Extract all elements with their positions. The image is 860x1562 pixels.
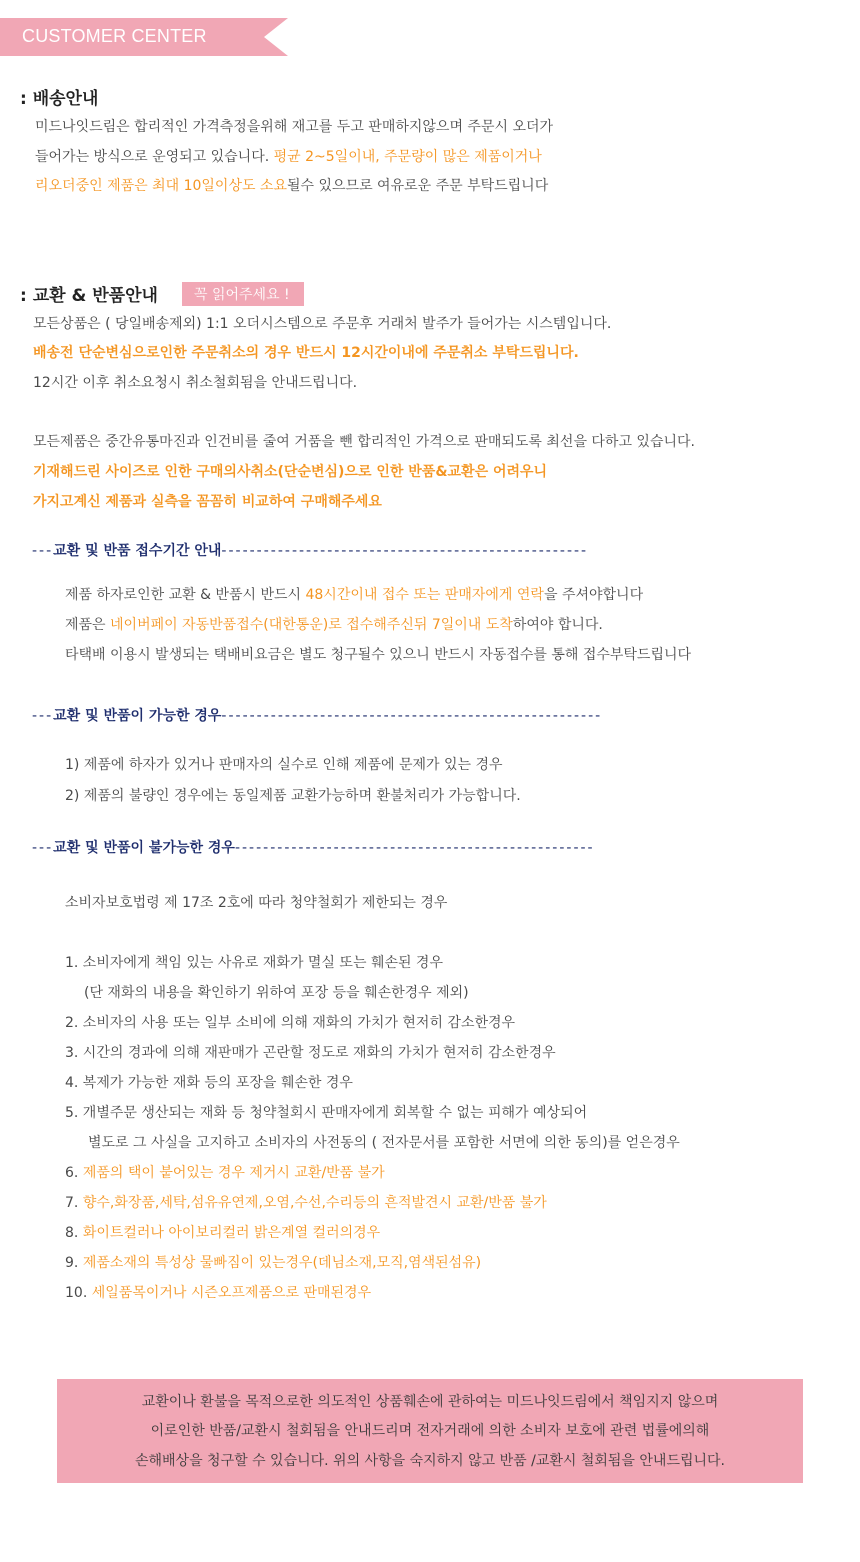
- item-text: 세일품목이거나 시즌오프제품으로 판매된경우: [91, 1285, 372, 1301]
- period-line-2-highlight: 네이버페이 자동반품접수(대한통운)로 접수해주신뒤 7일이내 도착: [110, 617, 513, 633]
- customer-center-banner: [0, 18, 288, 56]
- shipping-line-3-highlight: 리오더중인 제품은 최대 10일이상도 소요: [35, 178, 287, 194]
- impossible-item-3: 3. 시간의 경과에 의해 재판매가 곤란할 정도로 재화의 가치가 현저히 감소한경우: [65, 1045, 556, 1061]
- item-number: 9.: [65, 1255, 83, 1271]
- impossible-item-1-note: (단 재화의 내용을 확인하기 위하여 포장 등을 훼손한경우 제외): [84, 985, 469, 1001]
- heading-dash-right: ------------------------------------------------------: [221, 708, 603, 724]
- period-line-1-highlight: 48시간이내 접수 또는 판매자에게 연락: [305, 587, 544, 603]
- heading-dash-left: ---: [32, 543, 54, 559]
- item-text: 제품소재의 특성상 물빠짐이 있는경우(데님소재,모직,염색된섬유): [82, 1255, 482, 1271]
- shipping-line-2-highlight: 평균 2~5일이내, 주문량이 많은 제품이거나: [273, 149, 542, 165]
- exchange-p1-line-2: 배송전 단순변심으로인한 주문취소의 경우 반드시 12시간이내에 주문취소 부탁드립니다.: [33, 345, 579, 361]
- item-number: 10.: [65, 1285, 92, 1301]
- item-number: 7.: [65, 1195, 83, 1211]
- impossible-item-5-cont: 별도로 그 사실을 고지하고 소비자의 사전동의 ( 전자문서를 포함한 서면에 의한 동의)를 얻은경우: [88, 1135, 680, 1151]
- impossible-item-1: 1. 소비자에게 책임 있는 사유로 재화가 멸실 또는 훼손된 경우: [65, 955, 443, 971]
- item-text: 향수,화장품,세탁,섬유유연제,오염,수선,수리등의 흔적발견시 교환/반품 불가: [82, 1195, 547, 1211]
- shipping-line-1: 미드나잇드림은 합리적인 가격측정을위해 재고를 두고 판매하지않으며 주문시 오더가: [35, 119, 554, 135]
- impossible-heading-row: [32, 837, 595, 857]
- impossible-heading: 교환 및 반품이 불가능한 경우: [53, 840, 235, 856]
- read-me-badge: 꼭 읽어주세요 !: [182, 282, 304, 306]
- impossible-item-6: [65, 1162, 385, 1182]
- heading-dash-right: ----------------------------------------------------: [221, 543, 589, 559]
- shipping-line-2: [35, 146, 542, 166]
- period-line-2: [65, 614, 603, 634]
- period-line-1: [65, 584, 643, 604]
- impossible-item-4: 4. 복제가 가능한 재화 등의 포장을 훼손한 경우: [65, 1075, 353, 1091]
- item-number: 6.: [65, 1165, 83, 1181]
- possible-heading-row: [32, 705, 602, 725]
- impossible-intro: 소비자보호법령 제 17조 2호에 따라 청약철회가 제한되는 경우: [65, 895, 448, 911]
- period-line-2-c: 하여야 합니다.: [512, 617, 603, 633]
- impossible-item-2: 2. 소비자의 사용 또는 일부 소비에 의해 재화의 가치가 현저히 감소한경우: [65, 1015, 516, 1031]
- shipping-line-3-text: 될수 있으므로 여유로운 주문 부탁드립니다: [287, 178, 549, 194]
- heading-dash-left: ---: [32, 708, 54, 724]
- period-line-1-a: 제품 하자로인한 교환 & 반품시 반드시: [65, 587, 306, 603]
- impossible-item-5: 5. 개별주문 생산되는 재화 등 청약철회시 판매자에게 회복할 수 없는 피해가 예상되어: [65, 1105, 588, 1121]
- period-line-2-a: 제품은: [65, 617, 111, 633]
- impossible-item-7: [65, 1192, 547, 1212]
- notice-line-1: 교환이나 환불을 목적으로한 의도적인 상품훼손에 관하여는 미드나잇드림에서 책임지지 않으며: [141, 1394, 719, 1410]
- exchange-p1-line-1: 모든상품은 ( 당일배송제외) 1:1 오더시스템으로 주문후 거래처 발주가 들어가는 시스템입니다.: [33, 316, 612, 332]
- shipping-line-3: [35, 175, 548, 195]
- impossible-item-9: [65, 1252, 481, 1272]
- period-heading-row: [32, 540, 588, 560]
- item-text: 화이트컬러나 아이보리컬러 밝은계열 컬러의경우: [82, 1225, 381, 1241]
- impossible-item-10: [65, 1282, 371, 1302]
- notice-box: [57, 1379, 803, 1483]
- heading-dash-right: ---------------------------------------------------: [234, 840, 595, 856]
- impossible-item-8: [65, 1222, 380, 1242]
- exchange-p2-line-1: 모든제품은 중간유통마진과 인건비를 줄여 거품을 뺀 합리적인 가격으로 판매되도록 최선을 다하고 있습니다.: [33, 434, 695, 450]
- banner-title: CUSTOMER CENTER: [22, 26, 207, 46]
- exchange-title: : 교환 & 반품안내: [20, 286, 158, 306]
- possible-heading: 교환 및 반품이 가능한 경우: [53, 708, 222, 724]
- item-text: 제품의 택이 붙어있는 경우 제거시 교환/반품 불가: [82, 1165, 385, 1181]
- notice-line-3: 손해배상을 청구할 수 있습니다. 위의 사항을 숙지하지 않고 반품 /교환시 철회됨을 안내드립니다.: [134, 1453, 725, 1469]
- exchange-p2-line-2: 기재해드린 사이즈로 인한 구매의사취소(단순변심)으로 인한 반품&교환은 어려우니: [33, 464, 548, 480]
- exchange-p1-line-3: 12시간 이후 취소요청시 취소철회됨을 안내드립니다.: [33, 375, 358, 391]
- possible-item-1: 1) 제품에 하자가 있거나 판매자의 실수로 인해 제품에 문제가 있는 경우: [65, 757, 503, 773]
- item-number: 8.: [65, 1225, 83, 1241]
- shipping-title: : 배송안내: [20, 89, 99, 109]
- exchange-p2-line-3: 가지고계신 제품과 실측을 꼼꼼히 비교하여 구매해주세요: [33, 494, 382, 510]
- period-line-3: 타택배 이용시 발생되는 택배비요금은 별도 청구될수 있으니 반드시 자동접수를 통해 접수부탁드립니다: [65, 647, 692, 663]
- heading-dash-left: ---: [32, 840, 54, 856]
- period-heading: 교환 및 반품 접수기간 안내: [53, 543, 222, 559]
- shipping-line-2-text: 들어가는 방식으로 운영되고 있습니다.: [35, 149, 274, 165]
- possible-item-2: 2) 제품의 불량인 경우에는 동일제품 교환가능하며 환불처리가 가능합니다.: [65, 788, 521, 804]
- period-line-1-c: 을 주셔야합니다: [543, 587, 644, 603]
- notice-line-2: 이로인한 반품/교환시 철회됨을 안내드리며 전자거래에 의한 소비자 보호에 관련 법률에의해: [150, 1423, 710, 1439]
